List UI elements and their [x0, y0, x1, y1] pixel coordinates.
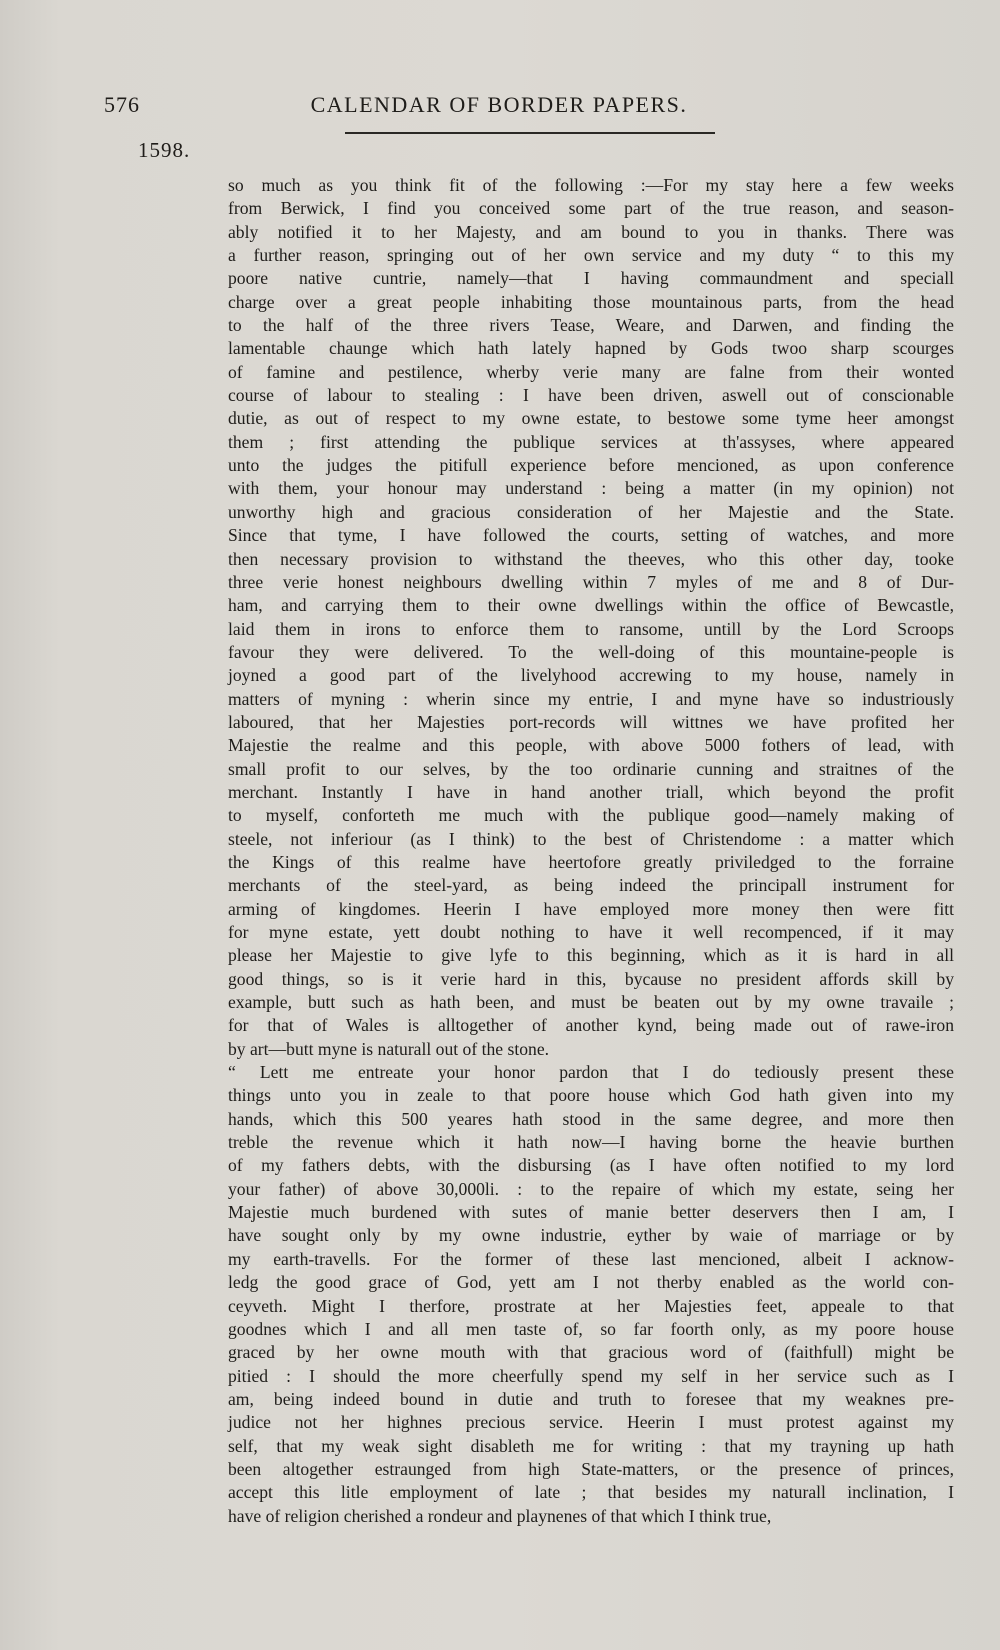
- text-line: laboured, that her Majesties port-records will wittnes we have profited her: [228, 711, 954, 732]
- year-margin-note: 1598.: [138, 138, 191, 162]
- text-line: of my fathers debts, with the disbursing (as I have often notified to my lord: [228, 1155, 954, 1176]
- text-line: a further reason, springing out of her own service and my duty “ to this my: [228, 245, 954, 266]
- text-line: accept this litle employment of late ; that besides my naturall inclination, I: [228, 1482, 954, 1503]
- text-line: my earth-travells. For the former of these last mencioned, albeit I acknow-: [228, 1248, 954, 1269]
- text-line: unto the judges the pitifull experience before mencioned, as upon conference: [228, 455, 954, 476]
- text-line: poore native cuntrie, namely—that I having commaundment and speciall: [228, 268, 954, 289]
- running-title: CALENDAR OF BORDER PAPERS.: [310, 92, 688, 117]
- text-line: have of religion cherished a rondeur and playnenes of that which I think true,: [228, 1505, 772, 1526]
- page-number: 576: [104, 92, 140, 117]
- text-line: good things, so is it verie hard in this, bycause no president affords skill by: [228, 968, 954, 989]
- text-line: Since that tyme, I have followed the courts, setting of watches, and more: [228, 525, 954, 546]
- body-text: [228, 174, 954, 1528]
- text-line: “ Lett me entreate your honor pardon that I do tediously present these: [228, 1062, 954, 1083]
- header-rule: [345, 132, 715, 134]
- text-line: the Kings of this realme have heertofore greatly priviledged to the forraine: [228, 851, 954, 872]
- text-line: joyned a good part of the livelyhood accrewing to my house, namely in: [228, 665, 954, 686]
- text-line: then necessary provision to withstand the theeves, who this other day, tooke: [228, 548, 954, 569]
- text-line: so much as you think fit of the following :—For my stay here a few weeks: [228, 175, 954, 195]
- text-line: goodnes which I and all men taste of, so far foorth only, as my poore house: [228, 1318, 954, 1339]
- text-line: self, that my weak sight disableth me for writing : that my trayning up hath: [228, 1435, 954, 1456]
- text-line: ceyveth. Might I therfore, prostrate at her Majesties feet, appeale to that: [228, 1295, 954, 1316]
- text-line: for that of Wales is alltogether of another kynd, being made out of rawe-iron: [228, 1015, 954, 1036]
- text-line: hands, which this 500 yeares hath stood in the same degree, and more then: [228, 1108, 954, 1129]
- text-line: dutie, as out of respect to my owne estate, to bestowe some tyme heer amongst: [228, 408, 954, 429]
- text-line: favour they were delivered. To the well-doing of this mountaine-people is: [228, 641, 954, 662]
- text-line: them ; first attending the publique services at th'assyses, where appeared: [228, 431, 954, 452]
- text-line: have sought only by my owne industrie, eyther by waie of marriage or by: [228, 1225, 954, 1246]
- text-line: charge over a great people inhabiting those mountainous parts, from the head: [228, 291, 954, 312]
- text-line: to the half of the three rivers Tease, Weare, and Darwen, and finding the: [228, 315, 954, 336]
- text-line: of famine and pestilence, wherby verie many are falne from their wonted: [228, 361, 954, 382]
- text-line: ledg the good grace of God, yett am I not therby enabled as the world con-: [228, 1272, 954, 1293]
- text-line: merchant. Instantly I have in hand another triall, which beyond the profit: [228, 781, 954, 802]
- text-line: by art—butt myne is naturall out of the stone.: [228, 1038, 550, 1059]
- text-line: things unto you in zeale to that poore house which God hath given into my: [228, 1085, 954, 1106]
- text-line: graced by her owne mouth with that gracious word of (faithfull) might be: [228, 1342, 954, 1363]
- text-line: treble the revenue which it hath now—I having borne the heavie burthen: [228, 1132, 954, 1153]
- text-line: example, butt such as hath been, and must be beaten out by my owne travaile ;: [228, 992, 954, 1013]
- text-line: lamentable chaunge which hath lately hapned by Gods twoo sharp scourges: [228, 338, 954, 359]
- text-line: unworthy high and gracious consideration of her Majestie and the State.: [228, 501, 954, 522]
- text-line: Majestie much burdened with sutes of manie better deservers then I am, I: [228, 1202, 954, 1223]
- text-line: for myne estate, yett doubt nothing to have it well recompenced, if it may: [228, 922, 954, 942]
- text-line: Majestie the realme and this people, with above 5000 fothers of lead, with: [228, 735, 954, 756]
- text-line: with them, your honour may understand : being a matter (in my opinion) not: [228, 478, 954, 499]
- text-line: three verie honest neighbours dwelling within 7 myles of me and 8 of Dur-: [228, 571, 954, 592]
- text-line: been altogether estraunged from high State-matters, or the presence of princes,: [228, 1458, 954, 1479]
- text-line: matters of myning : wherin since my entrie, I and myne have so industriously: [228, 688, 954, 709]
- text-line: ably notified it to her Majesty, and am bound to you in thanks. There was: [228, 221, 954, 242]
- text-line: laid them in irons to enforce them to ransome, untill by the Lord Scroops: [228, 618, 954, 639]
- text-line: am, being indeed bound in dutie and truth to foresee that my weaknes pre-: [228, 1388, 954, 1409]
- text-line: judice not her highnes precious service. Heerin I must protest against my: [228, 1412, 954, 1433]
- text-line: steele, not inferiour (as I think) to the best of Christendome : a matter which: [228, 828, 954, 849]
- text-line: to myself, conforteth me much with the publique good—namely making of: [228, 805, 954, 826]
- text-line: pitied : I should the more cheerfully spend my self in her service such as I: [228, 1365, 954, 1386]
- text-line: please her Majestie to give lyfe to this beginning, which as it is hard in all: [228, 945, 954, 966]
- text-line: merchants of the steel-yard, as being indeed the principall instrument for: [228, 875, 954, 896]
- text-line: small profit to our selves, by the too ordinarie cunning and straitnes of the: [228, 758, 954, 779]
- page-header: [104, 86, 934, 126]
- text-line: ham, and carrying them to their owne dwellings within the office of Bewcastle,: [228, 595, 954, 616]
- text-line: arming of kingdomes. Heerin I have employed more money then were fitt: [228, 898, 954, 919]
- text-line: from Berwick, I find you conceived some part of the true reason, and season-: [228, 198, 954, 219]
- text-line: your father) of above 30,000li. : to the repaire of which my estate, seing her: [228, 1178, 954, 1199]
- text-line: course of labour to stealing : I have been driven, aswell out of conscionable: [228, 385, 954, 406]
